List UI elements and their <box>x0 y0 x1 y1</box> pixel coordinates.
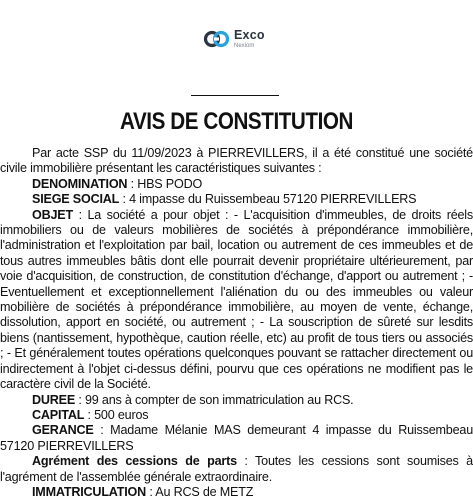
gerance-label: GERANCE <box>32 423 94 438</box>
agrement-label: Agrément des cessions de parts <box>32 454 237 469</box>
page-title: AVIS DE CONSTITUTION <box>120 108 353 135</box>
agrement-value: : Toutes les cessions sont soumises à l'agrément de l'assemblée générale extraordinaire. <box>0 454 473 484</box>
immatriculation-label: IMMATRICULATION <box>32 484 147 499</box>
title-divider <box>191 95 279 96</box>
agrement-paragraph <box>0 454 473 485</box>
denomination-line <box>0 177 473 192</box>
objet-label: OBJET <box>32 207 73 222</box>
capital-line <box>0 408 473 423</box>
objet-paragraph <box>0 208 473 393</box>
gerance-paragraph <box>0 423 473 454</box>
capital-value: : 500 euros <box>84 407 149 422</box>
siege-label: SIEGE SOCIAL <box>32 192 120 207</box>
duree-label: DUREE <box>32 392 76 407</box>
immatriculation-line <box>0 485 473 500</box>
duree-value: : 99 ans à compter de son immatriculation au RCS. <box>75 392 354 407</box>
siege-line <box>0 192 473 207</box>
gerance-value: : Madame Mélanie MAS demeurant 4 impasse du Ruissembeau 57120 PIERREVILLERS <box>0 423 473 453</box>
logo-subtitle: Nexiom <box>234 42 255 49</box>
denomination-value: : HBS PODO <box>127 176 203 191</box>
immatriculation-value: : Au RCS de METZ <box>146 484 254 499</box>
capital-label: CAPITAL <box>32 407 85 422</box>
notice-body <box>0 146 473 500</box>
logo-text <box>234 29 265 49</box>
intro-paragraph: Par acte SSP du 11/09/2023 à PIERREVILLERS, il a été constitué une société civile immobilière présentant les caractéristiques suivantes : <box>0 146 473 176</box>
denomination-label: DENOMINATION <box>32 176 128 191</box>
exco-logo-icon <box>203 30 230 48</box>
logo-name: Exco <box>234 28 265 42</box>
objet-value: : La société a pour objet : - L'acquisition d'immeubles, de droits réels immobiliers ou de valeurs mobilières de sociétés à prépondérance immobilière, l'administration et l'exploitation par bail, location ou autrement de ces immeubles et de tous autres immeubles bâtis dont elle pourrait devenir propriétaire ultérieurement, par voie d'acquisition, de construction, de constitution d'échange, d'apport ou autrement ; - Eventuellement et exceptionnellement l'aliénation du ou des immeubles ou valeur mobilière de sociétés à prépondérance immobilière, au moyen de vente, échange, dissolution, apport en société, ou autrement ; - La souscription de sûreté sur lesdits biens (nantissement, hypothèque, caution réelle, etc) au profit de tous tiers ou associés ; - Et généralement toutes opérations quelconques pouvant se rattacher directement ou indirectement à l'objet ci-dessus défini, pourvu que ces opérations ne modifient pas le caractère civil de la Société. <box>0 207 473 392</box>
siege-value: : 4 impasse du Ruissembeau 57120 PIERREVILLERS <box>119 192 417 207</box>
company-logo <box>203 29 265 49</box>
duree-line <box>0 393 473 408</box>
